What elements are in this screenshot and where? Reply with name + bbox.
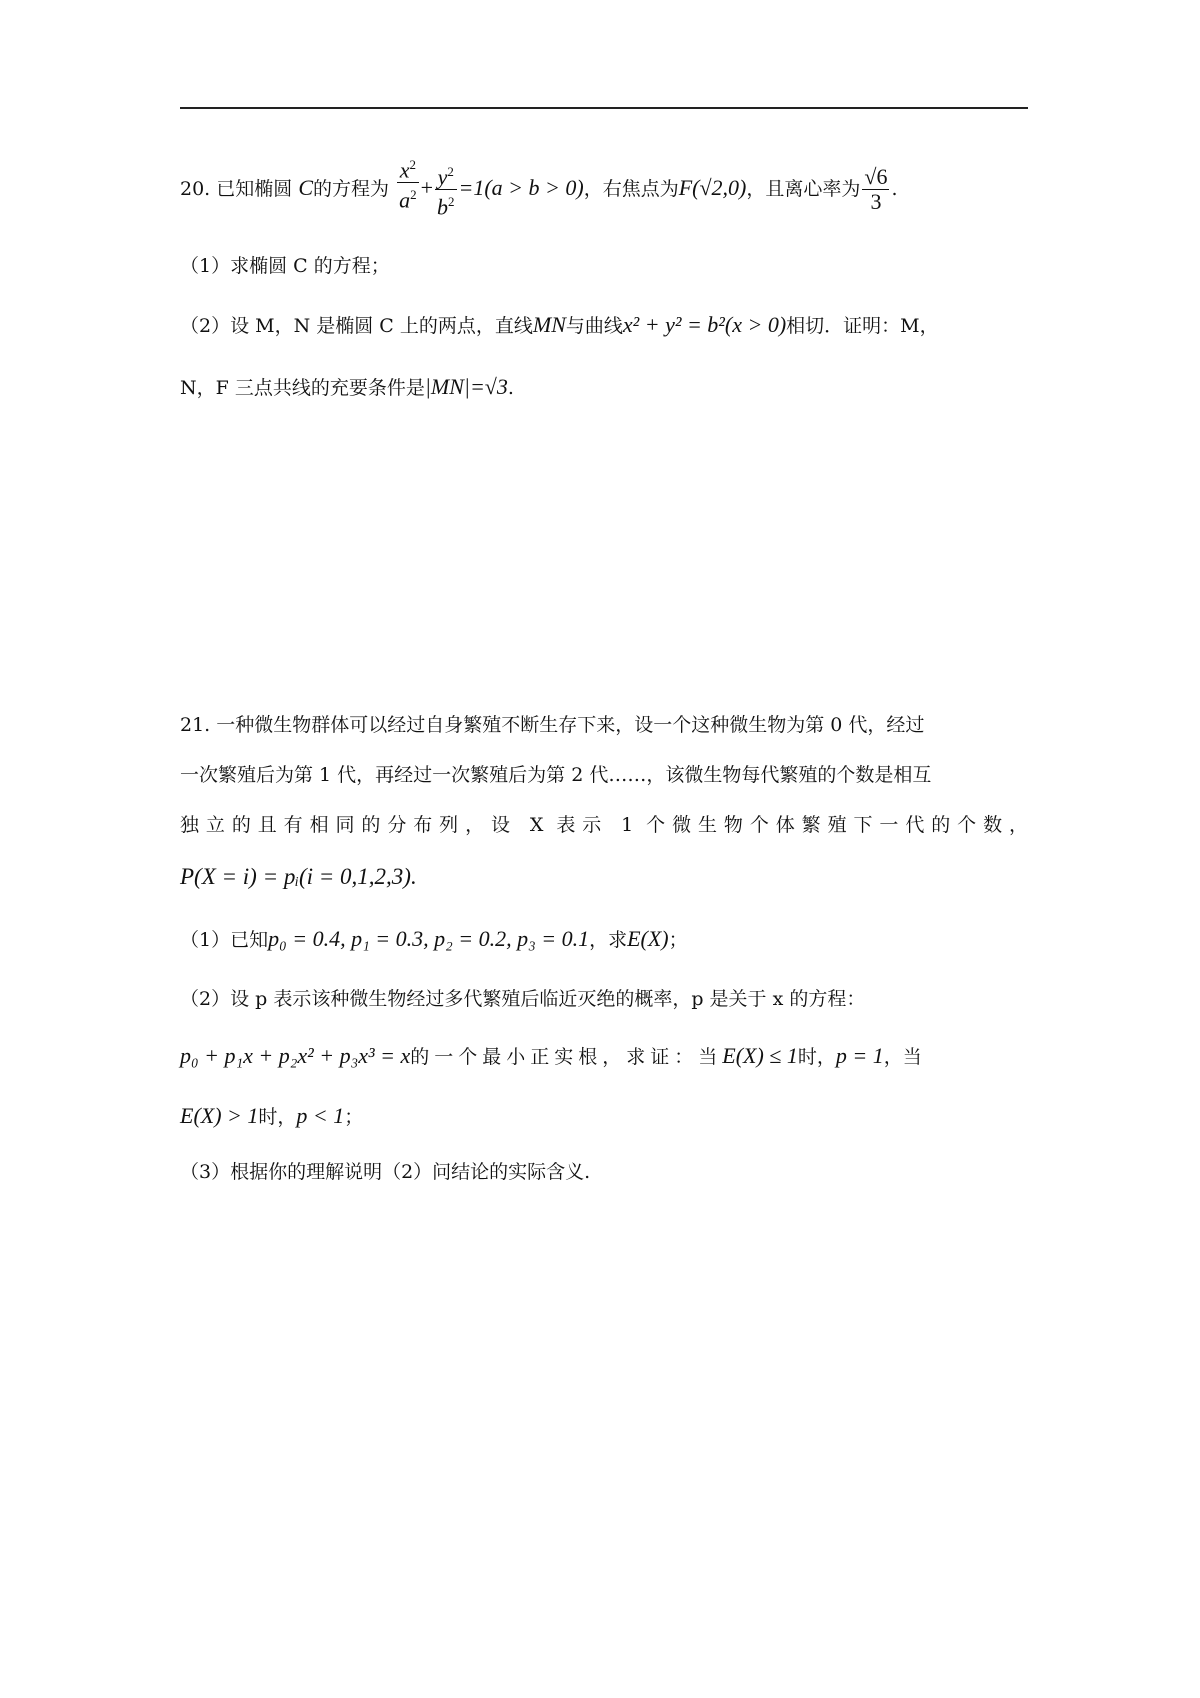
focus-value: F(√2,0) xyxy=(678,174,747,200)
fraction-x2-a2 xyxy=(397,153,419,213)
text: 的一个最小正实根，求证：当 xyxy=(410,1046,723,1068)
numerator: $y^2$ xyxy=(435,160,457,190)
denominator: 3 xyxy=(870,189,882,215)
text: 一种微生物群体可以经过自身繁殖不断生存下来，设一个这种微生物为第 0 代，经过 xyxy=(216,714,925,736)
text: 已知椭圆 xyxy=(216,177,293,200)
fraction-sqrt6-3 xyxy=(862,165,889,214)
text: 时， xyxy=(258,1106,297,1128)
fraction-y2-b2 xyxy=(435,160,457,220)
math-curve: x² + y² = b²(x > 0) xyxy=(622,312,787,337)
text: 与曲线 xyxy=(565,315,623,337)
math-equation: p₀ + p₁x + p₂x² + p₃x³ = x xyxy=(180,1043,411,1068)
text: . xyxy=(891,177,898,200)
math-condition: E(X) > 1 xyxy=(180,1103,259,1128)
problem-21-distribution: P(X = i) = pᵢ(i = 0,1,2,3). xyxy=(180,864,417,889)
problem-20-part1: （1）求椭圆 C 的方程； xyxy=(180,255,390,277)
denominator: $b^2$ xyxy=(437,194,455,220)
math-MN: MN xyxy=(532,312,566,337)
problem-20-statement xyxy=(180,157,1028,220)
text: ； xyxy=(344,1106,364,1128)
text: ，求 xyxy=(589,929,628,951)
problem-21-line1 xyxy=(180,711,1028,739)
text: 的方程为 xyxy=(313,177,390,200)
problem-number: 20. xyxy=(180,177,211,200)
text: 相切．证明：M， xyxy=(786,315,939,337)
problem-21-line2: 一次繁殖后为第 1 代，再经过一次繁殖后为第 2 代……，该微生物每代繁殖的个数是相互 xyxy=(180,764,932,786)
text: ，右焦点为 xyxy=(583,177,679,200)
math-values: p₀ = 0.4, p₁ = 0.3, p₂ = 0.2, p₃ = 0.1 xyxy=(268,926,590,951)
text: （2）设 M，N 是椭圆 C 上的两点，直线 xyxy=(180,315,533,337)
text: . xyxy=(507,377,514,399)
math-C: C xyxy=(298,174,314,200)
problem-21-part3: （3）根据你的理解说明（2）问结论的实际含义. xyxy=(180,1161,591,1183)
problem-20-part2-line1 xyxy=(180,311,1028,340)
problem-21-part2-line3 xyxy=(180,1102,1028,1131)
math-p2: p < 1 xyxy=(296,1103,345,1128)
problem-21-part2-line1: （2）设 p 表示该种微生物经过多代繁殖后临近灭绝的概率，p 是关于 x 的方程： xyxy=(180,988,866,1010)
math-condition: E(X) ≤ 1 xyxy=(722,1043,798,1068)
text: ，且离心率为 xyxy=(746,177,861,200)
problem-20-part2-line2 xyxy=(180,373,1028,402)
math-p1: p = 1 xyxy=(835,1043,884,1068)
text: ； xyxy=(668,929,688,951)
problem-21-part2-line2 xyxy=(180,1042,1028,1071)
problem-number: 21. xyxy=(180,714,211,736)
plus: + xyxy=(420,174,433,200)
text: 时， xyxy=(797,1046,836,1068)
problem-21-line3: 独立的且有相同的分布列，设 X 表示 1 个微生物个体繁殖下一代的个数， xyxy=(180,814,1028,836)
header-rule xyxy=(180,107,1028,109)
numerator: √6 xyxy=(864,164,888,190)
numerator: $x^2$ xyxy=(397,153,419,183)
ellipse-equation-tail: =1(a > b > 0) xyxy=(458,174,584,200)
problem-21-part1 xyxy=(180,925,1028,954)
text: ，当 xyxy=(883,1046,922,1068)
math-EX: E(X) xyxy=(627,926,669,951)
math-condition: |MN|=√3 xyxy=(424,374,508,399)
denominator: $a^2$ xyxy=(399,187,417,213)
text: N，F 三点共线的充要条件是 xyxy=(180,377,425,399)
text: （1）已知 xyxy=(180,929,269,951)
